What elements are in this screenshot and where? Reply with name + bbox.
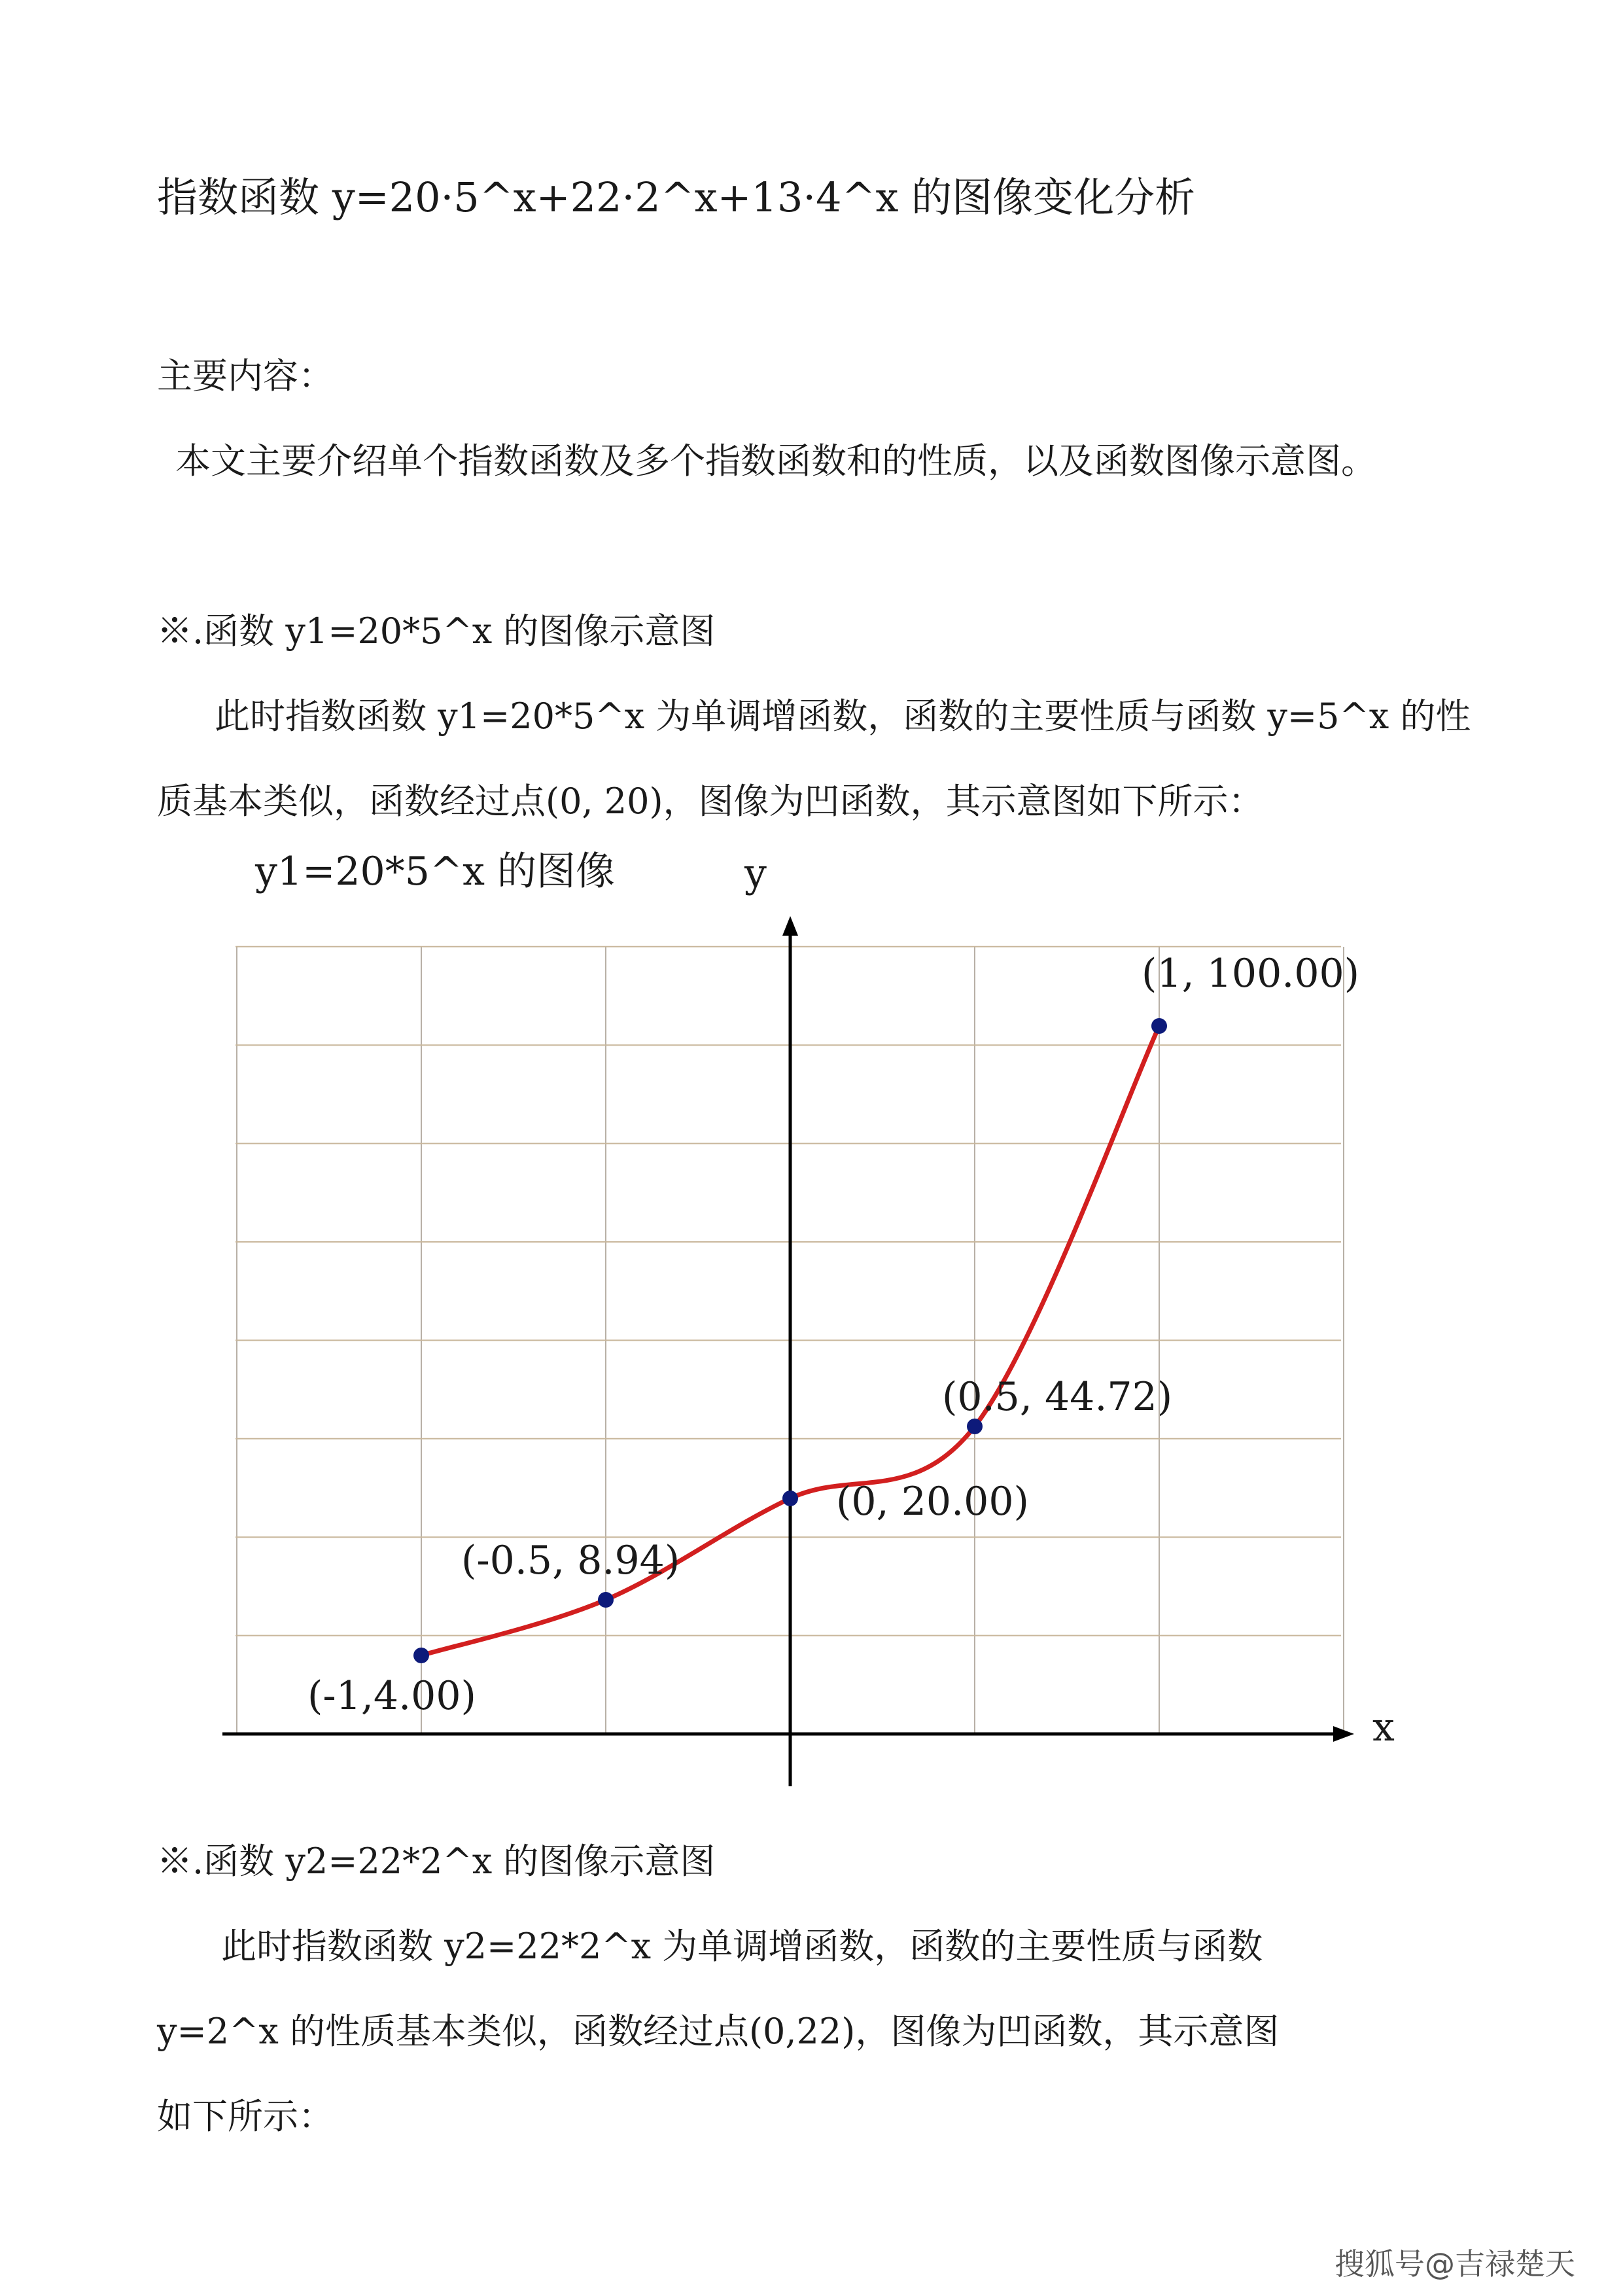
y-axis-label: y xyxy=(744,851,767,896)
watermark: 搜狐号@吉禄楚天 xyxy=(1335,2246,1575,2282)
chart-title: y1=20*5^x 的图像 xyxy=(255,849,616,894)
section2-paragraph-line2: y=2^x 的性质基本类似，函数经过点(0,22)，图像为凹函数，其示意图 xyxy=(157,2011,1280,2052)
section1-paragraph-line1: 此时指数函数 y1=20*5^x 为单调增函数，函数的主要性质与函数 y=5^x 的性 xyxy=(215,696,1471,737)
data-label: (-0.5, 8.94) xyxy=(461,1538,680,1583)
section2-paragraph-line1: 此时指数函数 y2=22*2^x 为单调增函数，函数的主要性质与函数 xyxy=(221,1926,1263,1967)
section1-heading: ※.函数 y1=20*5^x 的图像示意图 xyxy=(157,610,716,652)
document-title: 指数函数 y=20·5^x+22·2^x+13·4^x 的图像变化分析 xyxy=(157,173,1196,221)
data-label: (-1,4.00) xyxy=(307,1673,476,1719)
data-point xyxy=(413,1648,429,1663)
main-heading: 主要内容： xyxy=(157,355,334,397)
data-label: (0.5, 44.72) xyxy=(942,1374,1173,1420)
data-point xyxy=(598,1592,614,1608)
chart-axes xyxy=(222,916,1354,1786)
x-axis-label: x xyxy=(1372,1704,1395,1750)
intro-paragraph: 本文主要介绍单个指数函数及多个指数函数和的性质，以及函数图像示意图。 xyxy=(175,440,1376,482)
section2-paragraph-line3: 如下所示： xyxy=(157,2096,334,2137)
chart-labels xyxy=(307,951,1359,1719)
data-point xyxy=(1151,1018,1167,1034)
section2-heading: ※.函数 y2=22*2^x 的图像示意图 xyxy=(157,1841,716,1882)
section1-paragraph-line2: 质基本类似，函数经过点(0, 20)，图像为凹函数，其示意图如下所示： xyxy=(157,781,1264,822)
data-label: (0, 20.00) xyxy=(836,1479,1029,1525)
y-axis-arrow-icon xyxy=(782,916,798,936)
data-label: (1, 100.00) xyxy=(1142,951,1360,997)
data-point xyxy=(967,1419,983,1434)
data-point xyxy=(782,1491,798,1506)
